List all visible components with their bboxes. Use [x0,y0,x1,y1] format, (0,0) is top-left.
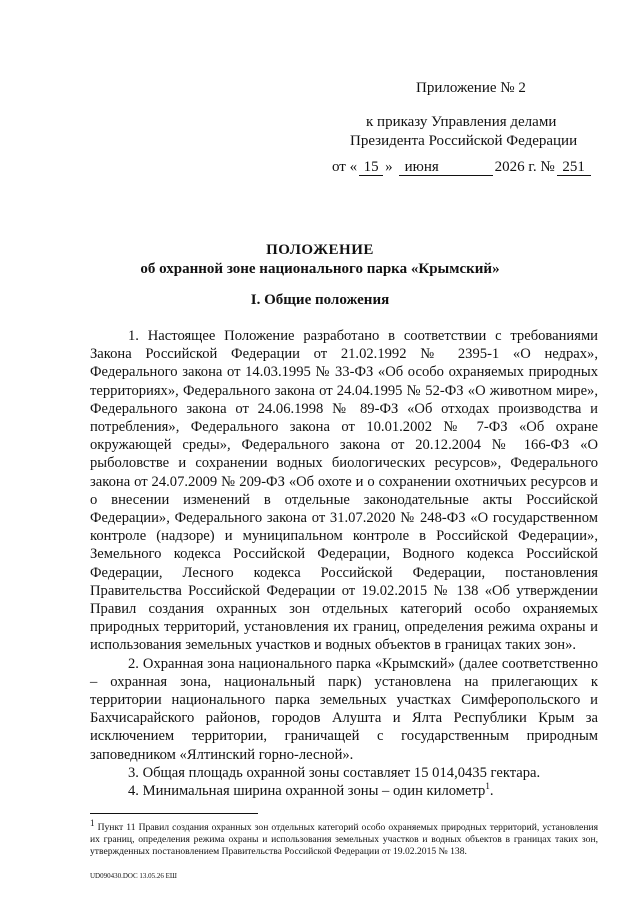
footnote [90,817,598,858]
order-reference-line1: к приказу Управления делами [366,114,557,130]
footnote-reference[interactable]: 1 [485,781,490,792]
paragraph-1: 1. Настоящее Положение разработано в соответствии с требованиями Закона Российской Федерации от 21.02.1992 № 2395-1 «О недрах», Федерального закона от 14.03.1995 № 33-ФЗ «Об особо охраняемых природных территориях», Федерального закона от 24.04.1995 № 52-ФЗ «О животном мире», Федерального закона от 24.06.1998 № 89-ФЗ «Об отходах производства и потребления», Федерального закона от 10.01.2002 № 7-ФЗ «Об охране окружающей среды», Федерального закона от 20.12.2004 № 166-ФЗ «О рыболовстве и сохранении водных биологических ресурсов», Федерального закона от 24.07.2009 № 209-ФЗ «Об охоте и о сохранении охотничьих ресурсов и о внесении изменений в отдельные законодательные акты Российской Федерации», Федерального закона от 31.07.2020 № 248-ФЗ «О государственном контроле (надзоре) и муниципальном контроле в Российской Федерации», Земельного кодекса Российской Федерации, Водного кодекса Российской Федерации, Лесного кодекса Российской Федерации, постановления Правительства Российской Федерации от 19.02.2015 № 138 «Об утверждении Правил создания охранных зон отдельных категорий особо охраняемых природных территорий, установления их границ, определения режима охраны и использования земельных участков и водных объектов в границах таких зон». [90,328,598,654]
order-number: 251 [557,159,591,176]
appendix-label: Приложение № 2 [416,80,526,96]
footnote-divider [90,813,258,814]
paragraph-2: 2. Охранная зона национального парка «Крымский» (далее соответственно – охранная зона, национальный парк) установлена на прилегающих к территории национального парка земельных участках Симферопольского и Бахчисарайского районов, городов Алушта и Ялта Республики Крым за исключением территории, граничащей с государственным природным заповедником «Ялтинский горно-лесной». [90,655,598,763]
footnote-text: Пункт 11 Правил создания охранных зон отдельных категорий особо охраняемых природных территорий, установления их границ, определения режима охраны и использования земельных участков и водных объектов в границах таких зон, утвержденных постановлением Правительства Российской Федерации от 19.02.2015 № 138. [90,822,598,857]
date-month: июня [399,159,493,176]
document-body [90,327,598,800]
paragraph-4 [90,782,598,800]
document-code: UD090430.DOC 13.05.26 ЕШ [90,872,177,880]
order-date-line [332,157,602,177]
document-title: ПОЛОЖЕНИЕ [266,242,374,258]
date-prefix: от « [332,159,358,175]
section-heading: I. Общие положения [250,292,390,308]
paragraph-4-end: . [489,783,494,800]
date-year: 2026 г. № [494,159,555,175]
document-subtitle: об охранной зоне национального парка «Крымский» [140,261,500,277]
date-mid: » [385,159,393,175]
paragraph-3: 3. Общая площадь охранной зоны составляет 15 014,0435 гектара. [128,764,541,781]
date-day: 15 [359,159,383,176]
order-reference-line2: Президента Российской Федерации [350,133,578,149]
paragraph-4-text: 4. Минимальная ширина охранной зоны – один километр [128,783,486,800]
footnote-mark: 1 [90,817,95,828]
